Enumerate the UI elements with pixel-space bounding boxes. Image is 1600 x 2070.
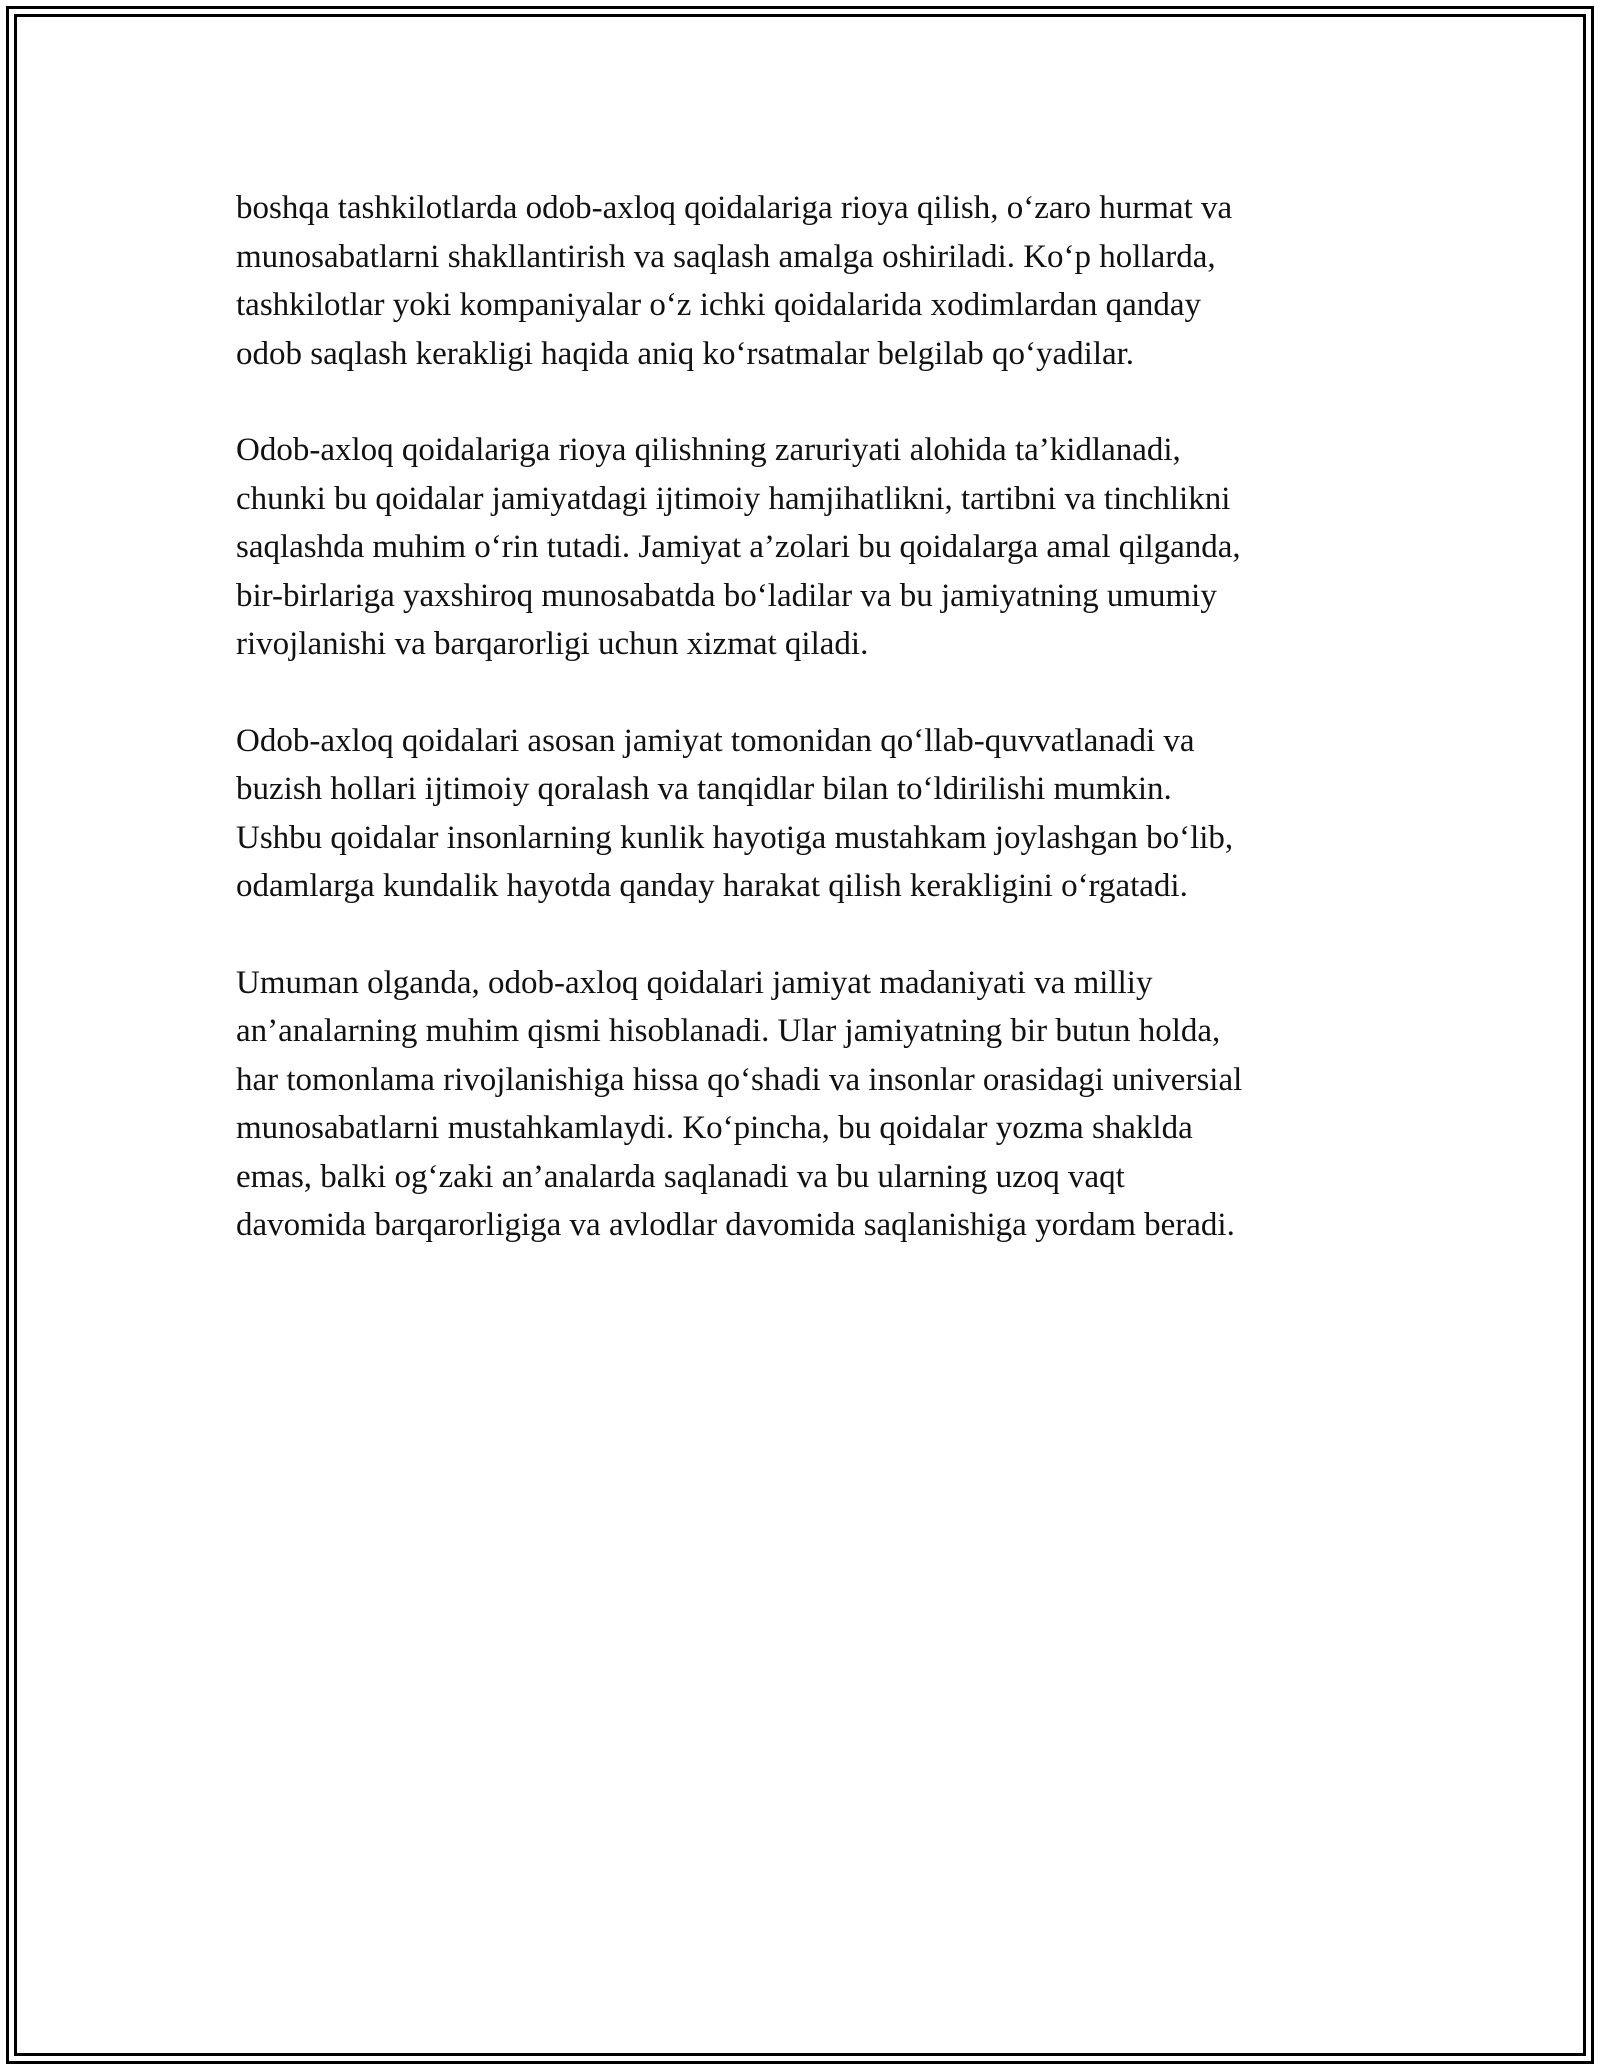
text-line: odob saqlash kerakligi haqida aniq ko‘rsatmalar belgilab qo‘yadilar. [236, 335, 1135, 372]
text-line: Odob-axloq qoidalariga rioya qilishning zaruriyati alohida ta’kidlanadi, [236, 432, 1181, 468]
text-line: tashkilotlar yoki kompaniyalar o‘z ichki qoidalarida xodimlardan qanday [236, 287, 1201, 323]
text-line: munosabatlarni shakllantirish va saqlash amalga oshiriladi. Ko‘p hollarda, [236, 238, 1216, 275]
text-line: emas, balki og‘zaki an’analarda saqlanadi va bu ularning uzoq vaqt [236, 1158, 1125, 1195]
paragraph-3 [236, 717, 1366, 911]
text-line: rivojlanishi va barqarorligi uchun xizmat qiladi. [236, 626, 869, 662]
text-line: munosabatlarni mustahkamlaydi. Ko‘pincha, bu qoidalar yozma shaklda [236, 1110, 1193, 1146]
paragraph-4 [236, 959, 1366, 1250]
text-line: saqlashda muhim o‘rin tutadi. Jamiyat a’zolari bu qoidalarga amal qilganda, [236, 529, 1241, 565]
paragraph-1 [236, 184, 1366, 378]
text-line: bir-birlariga yaxshiroq munosabatda bo‘ladilar va bu jamiyatning umumiy [236, 577, 1217, 614]
text-line: har tomonlama rivojlanishiga hissa qo‘shadi va insonlar orasidagi universial [236, 1061, 1243, 1098]
text-line: chunki bu qoidalar jamiyatdagi ijtimoiy hamjihatlikni, tartibni va tinchlikni [236, 480, 1231, 517]
text-line: Odob-axloq qoidalari asosan jamiyat tomonidan qo‘llab-quvvatlanadi va [236, 722, 1195, 759]
text-line: an’analarning muhim qismi hisoblanadi. Ular jamiyatning bir butun holda, [236, 1013, 1221, 1049]
text-line: Umuman olganda, odob-axloq qoidalari jamiyat madaniyati va milliy [236, 964, 1153, 1001]
text-line: boshqa tashkilotlarda odob-axloq qoidalariga rioya qilish, o‘zaro hurmat va [236, 190, 1233, 226]
paragraph-2 [236, 426, 1366, 669]
text-line: davomida barqarorligiga va avlodlar davomida saqlanishiga yordam beradi. [236, 1207, 1235, 1243]
text-line: buzish hollari ijtimoiy qoralash va tanqidlar bilan to‘ldirilishi mumkin. [236, 771, 1172, 807]
text-line: odamlarga kundalik hayotda qanday harakat qilish kerakligini o‘rgatadi. [236, 868, 1188, 904]
text-line: Ushbu qoidalar insonlarning kunlik hayotiga mustahkam joylashgan bo‘lib, [236, 819, 1234, 856]
document-body [236, 184, 1366, 1298]
